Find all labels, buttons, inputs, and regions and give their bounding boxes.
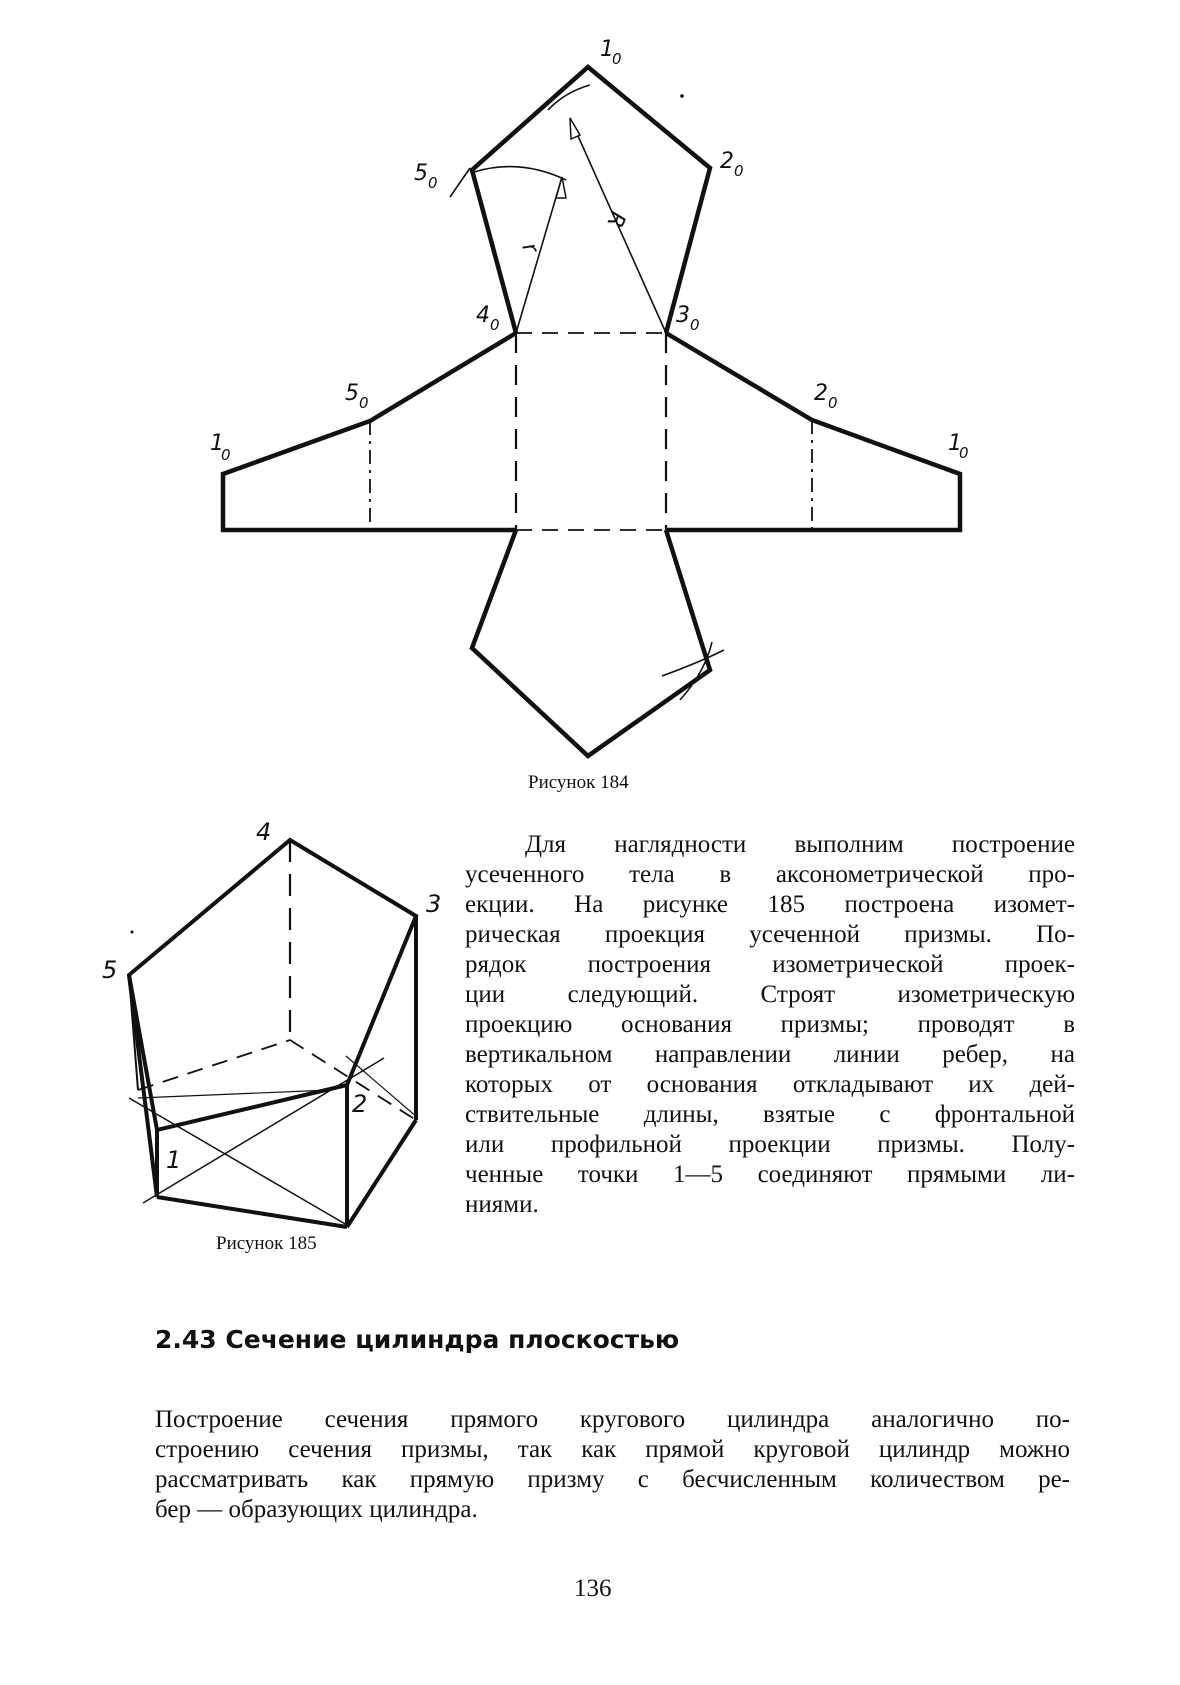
- paragraph-1-line: рическая проекция усеченной призмы. По-: [465, 921, 1075, 948]
- label-1: 1: [166, 1146, 182, 1174]
- base-front-left: [157, 1197, 347, 1227]
- paragraph-1-line: екции. На рисунке 185 построена изомет-: [465, 891, 1075, 918]
- svg-text:0: 0: [828, 394, 838, 412]
- paragraph-1-line: которых от основания откладывают их дей-: [465, 1071, 1075, 1098]
- paragraph-cylinder-section: [155, 1405, 1070, 1525]
- label-top-1: [600, 37, 622, 68]
- paragraph-2-line: рассматривать как прямую призму с бесчисленным количеством ре-: [155, 1466, 1070, 1493]
- stray-dot: [680, 94, 684, 98]
- svg-text:2: 2: [814, 381, 828, 406]
- paragraph-1-line: усеченного тела в аксонометрической про-: [465, 861, 1075, 888]
- page-number: 136: [574, 1575, 612, 1602]
- svg-text:3: 3: [676, 303, 690, 328]
- svg-text:0: 0: [959, 444, 969, 462]
- construction-arc-small: [474, 167, 566, 180]
- paragraph-1-line: Для наглядности выполним построение: [525, 831, 1075, 858]
- paragraph-1-line: или профильной проекции призмы. Полу-: [465, 1131, 1075, 1158]
- label-top-2: [720, 149, 744, 180]
- svg-text:5: 5: [345, 381, 359, 406]
- paragraph-1-line: рядок построения изометрической проек-: [465, 951, 1075, 978]
- label-r: r: [516, 239, 543, 257]
- svg-text:1: 1: [948, 431, 962, 456]
- paragraph-1-line: проекцию основания призмы; проводят в: [465, 1011, 1075, 1038]
- paragraph-2-line: строению сечения призмы, так как прямой круговой цилиндр можно: [155, 1436, 1070, 1463]
- svg-text:1: 1: [210, 431, 224, 456]
- figure-185: [100, 800, 480, 1240]
- label-left-5: [345, 381, 369, 412]
- base-front-right: [347, 1120, 416, 1227]
- svg-text:0: 0: [734, 162, 744, 180]
- label-top-5: [414, 161, 438, 192]
- svg-text:0: 0: [690, 316, 700, 334]
- label-4: 4: [256, 818, 272, 846]
- paragraph-1-line: ниями.: [465, 1191, 539, 1218]
- label-R: R: [601, 207, 630, 231]
- cut-polygon: [129, 840, 416, 1130]
- svg-text:5: 5: [414, 161, 428, 186]
- paragraph-1-line: ченные точки 1—5 соединяют прямыми ли-: [465, 1161, 1075, 1188]
- paragraph-2-line: бер — образующих цилиндра.: [155, 1496, 478, 1523]
- stray-dot-185: [131, 931, 134, 934]
- construction-tick: [450, 168, 470, 197]
- label-5: 5: [102, 956, 118, 984]
- svg-text:0: 0: [359, 394, 369, 412]
- figure-184-caption: Рисунок 184: [528, 772, 629, 793]
- svg-text:1: 1: [600, 37, 614, 62]
- label-right-2: [814, 381, 838, 412]
- svg-text:0: 0: [612, 50, 622, 68]
- label-top-4: [476, 303, 500, 334]
- svg-text:0: 0: [428, 174, 438, 192]
- label-3: 3: [426, 890, 442, 918]
- svg-text:0: 0: [490, 316, 500, 334]
- label-left-1: [210, 431, 231, 464]
- label-top-3: [676, 303, 700, 334]
- label-2: 2: [352, 1090, 368, 1118]
- radius-R-arrow: [570, 118, 580, 139]
- section-title: 2.43 Сечение цилиндра плоскостью: [155, 1325, 680, 1354]
- svg-text:2: 2: [720, 149, 734, 174]
- label-right-1: [948, 431, 969, 462]
- figure-184: [0, 0, 1180, 800]
- figure-185-caption: Рисунок 185: [216, 1233, 317, 1254]
- construction-line-a: [129, 1098, 347, 1225]
- hidden-base-left: [138, 1040, 290, 1090]
- paragraph-figure-185: [465, 830, 1075, 1220]
- paragraph-1-line: ствительные длины, взятые с фронтальной: [465, 1101, 1075, 1128]
- bottom-pentagon-outline: [472, 530, 710, 756]
- right-wing-outline: [666, 333, 960, 530]
- top-pentagon-outline: [472, 67, 710, 333]
- bottom-construction-arc-1: [662, 650, 724, 676]
- paragraph-1-line: вертикальном направлении линии ребер, на: [465, 1041, 1075, 1068]
- paragraph-2-line: Построение сечения прямого кругового цилиндра аналогично по-: [155, 1406, 1070, 1433]
- paragraph-1-line: ции следующий. Строят изометрическую: [465, 981, 1075, 1008]
- svg-text:0: 0: [221, 446, 231, 464]
- svg-text:4: 4: [476, 303, 490, 328]
